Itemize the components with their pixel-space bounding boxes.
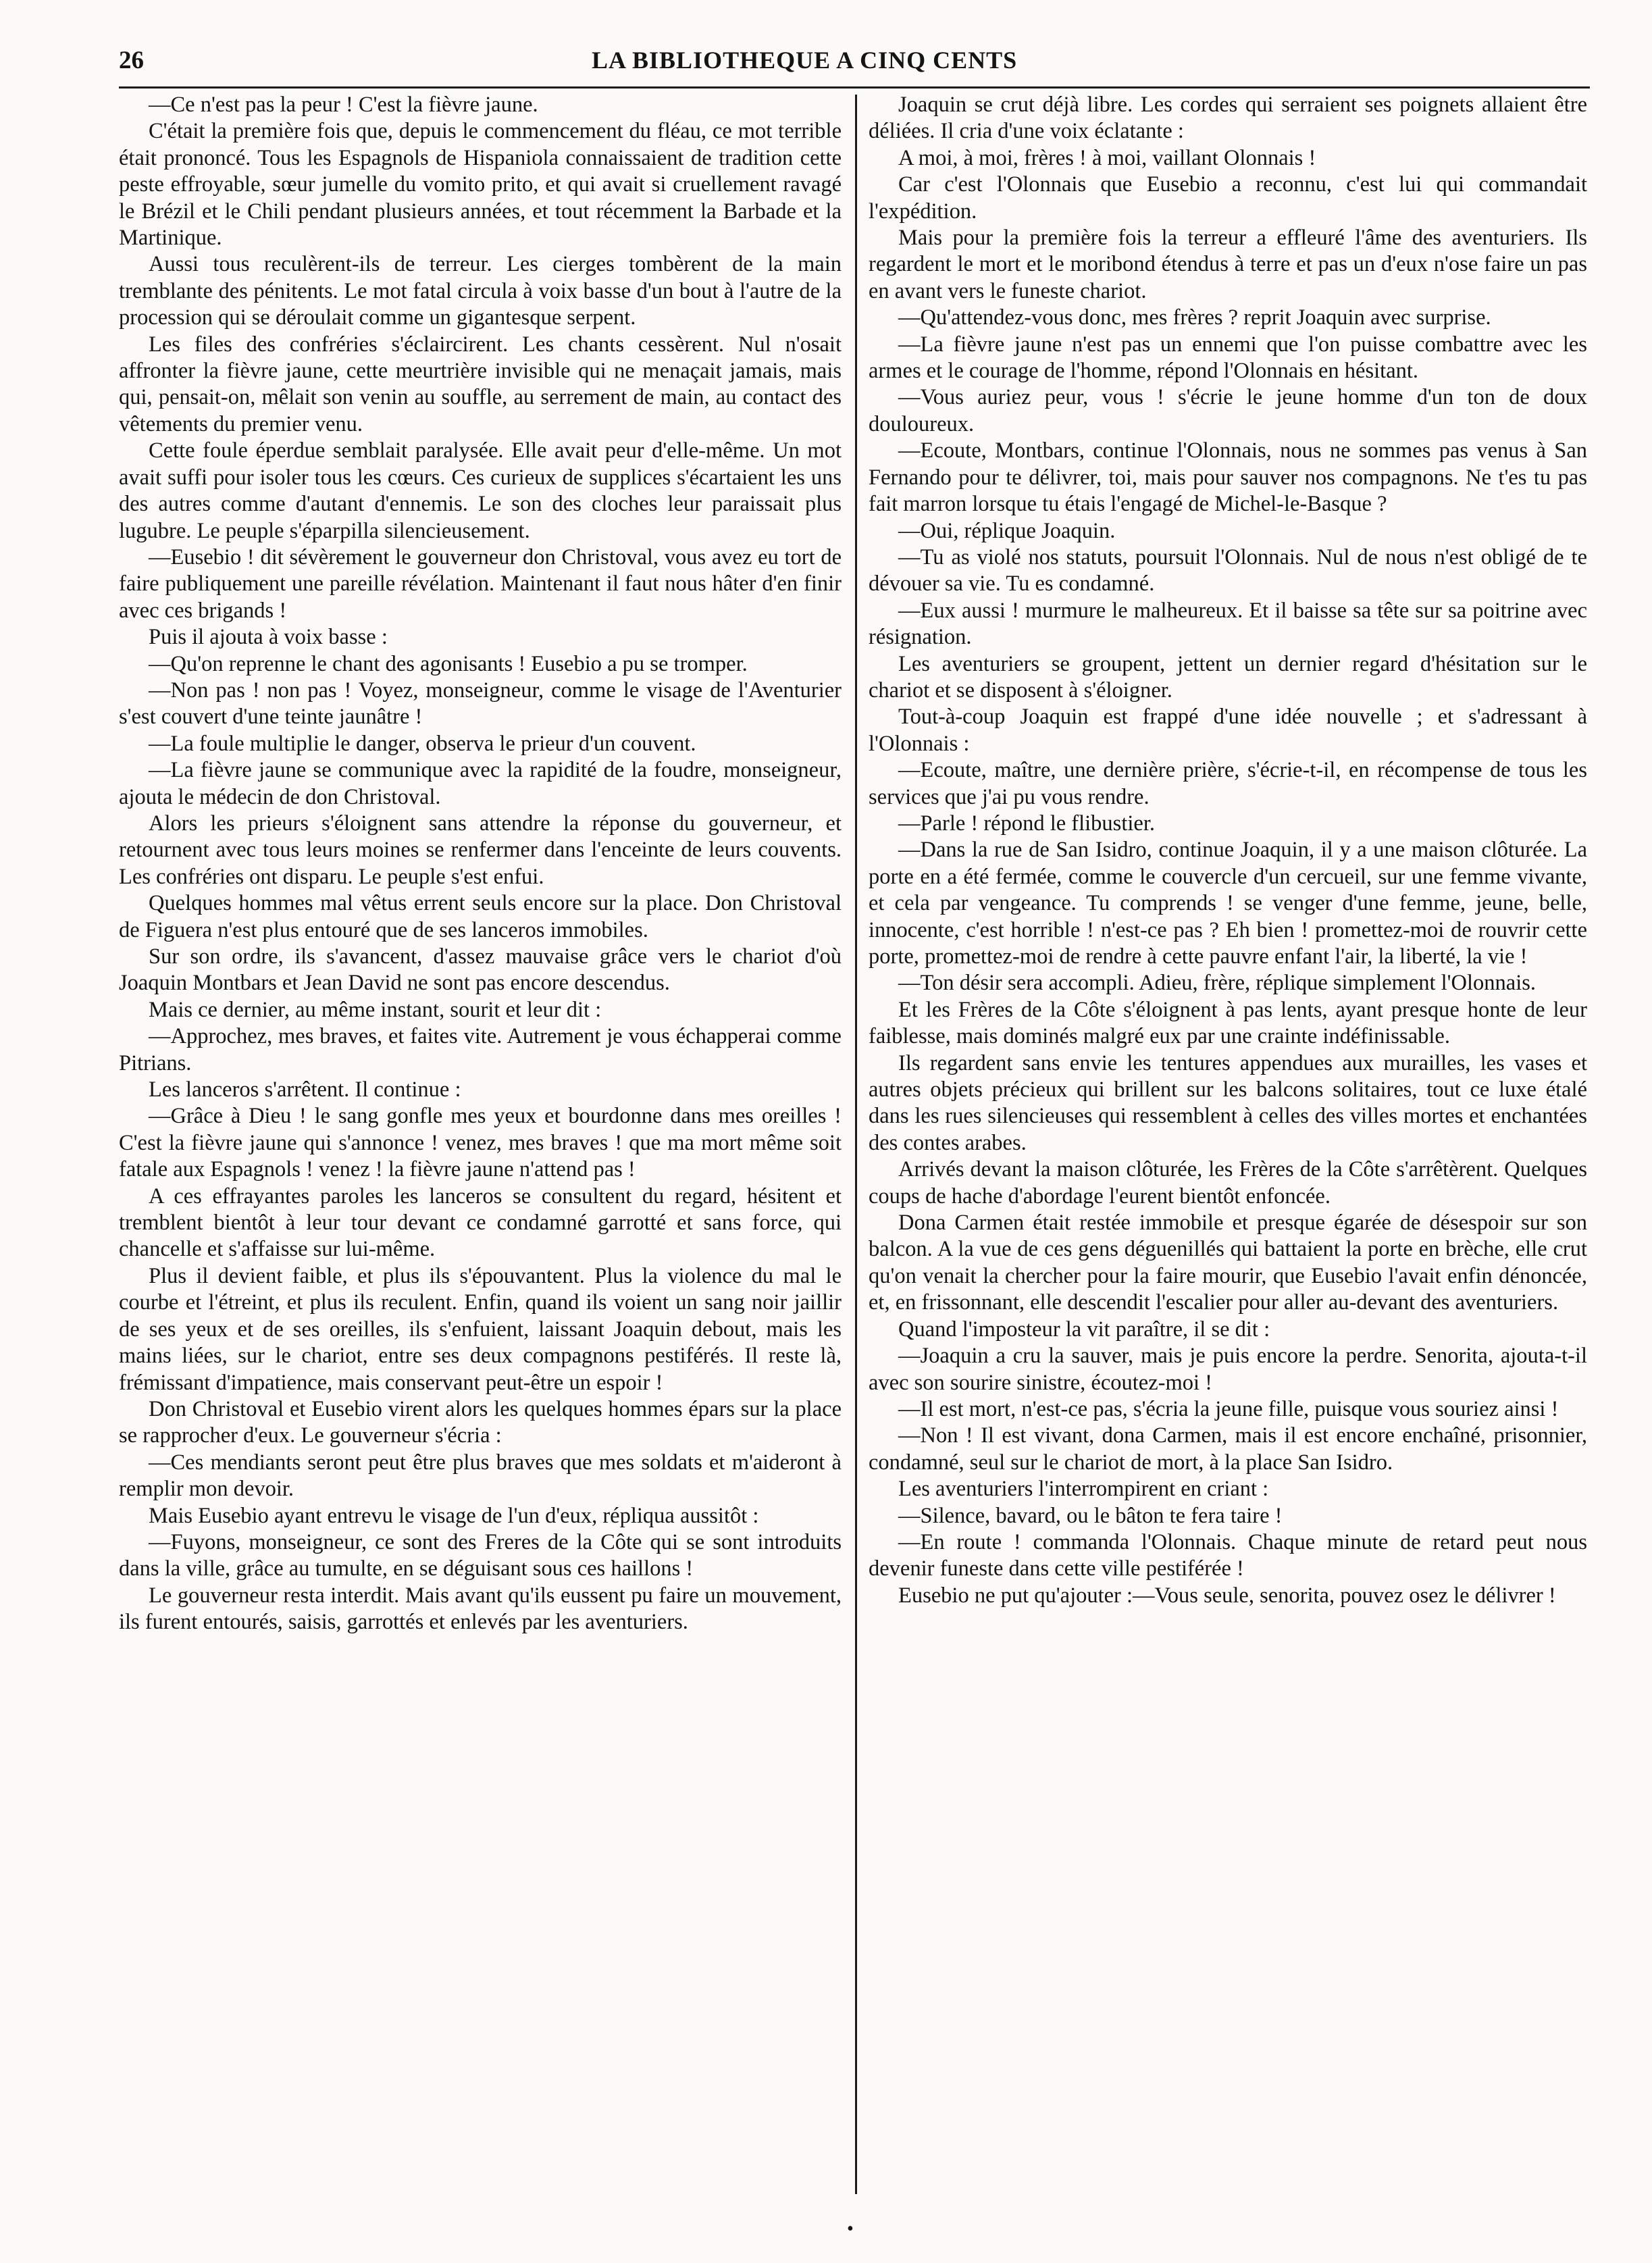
page-header [119,46,1590,86]
footer-dot: • [847,2218,854,2239]
header-rule [119,86,1590,88]
paragraph: Car c'est l'Olonnais que Eusebio a reconnu, c'est lui qui commandait l'expédition. [869,172,1587,224]
paragraph: Joaquin se crut déjà libre. Les cordes qui serraient ses poignets allaient être déliées. Il cria d'une voix éclatante : [869,93,1587,144]
paragraph: Et les Frères de la Côte s'éloignent à pas lents, ayant presque honte de leur faiblesse, mais dominés malgré eux par une crainte indéfinissable. [869,997,1587,1049]
paragraph: —Fuyons, monseigneur, ce sont des Freres de la Côte qui se sont introduits dans la ville, grâce au tumulte, en se déguisant sous ces haillons ! [119,1529,842,1581]
paragraph: Sur son ordre, ils s'avancent, d'assez mauvaise grâce vers le chariot d'où Joaquin Montbars et Jean David ne sont pas encore descendus. [119,944,842,996]
paragraph: —Qu'attendez-vous donc, mes frères ? reprit Joaquin avec surprise. [898,305,1491,330]
paragraph: Plus il devient faible, et plus ils s'épouvantent. Plus la violence du mal le courbe et l'étreint, et plus ils reculent. Enfin, quand ils voient un sang noir jaillir de ses yeux et de ses oreilles, ils s'enfuient, laissant Joaquin debout, mais les mains liées, sur le chariot, entre ses deux compagnons pestiférés. Il reste là, frémissant d'impatience, mais conservant peut-être un espoir ! [119,1263,842,1395]
paragraph: —Non ! Il est vivant, dona Carmen, mais il est encore enchaîné, prisonnier, condamné, seul sur le chariot de mort, à la place San Isidro. [869,1423,1587,1475]
page-number: 26 [119,47,144,74]
paragraph: Eusebio ne put qu'ajouter :—Vous seule, senorita, pouvez osez le délivrer ! [898,1583,1556,1608]
paragraph: A moi, à moi, frères ! à moi, vaillant Olonnais ! [898,145,1316,170]
paragraph: —Grâce à Dieu ! le sang gonfle mes yeux et bourdonne dans mes oreilles ! C'est la fièvre jaune qui s'annonce ! venez, mes braves ! que ma mort même soit fatale aux Espagnols ! venez ! la fièvre jaune n'attend pas ! [119,1104,842,1182]
paragraph: —Joaquin a cru la sauver, mais je puis encore la perdre. Senorita, ajouta-t-il avec son sourire sinistre, écoutez-moi ! [869,1344,1587,1395]
paragraph: Mais Eusebio ayant entrevu le visage de l'un d'eux, répliqua aussitôt : [149,1503,759,1528]
paragraph: Arrivés devant la maison clôturée, les Frères de la Côte s'arrêtèrent. Quelques coups de hache d'abordage l'eurent bientôt enfoncée. [869,1157,1587,1209]
paragraph: —Vous auriez peur, vous ! s'écrie le jeune homme d'un ton de doux douloureux. [869,385,1587,436]
paragraph: —La foule multiplie le danger, observa le prieur d'un couvent. [149,731,696,756]
paragraph: —Ecoute, Montbars, continue l'Olonnais, nous ne sommes pas venus à San Fernando pour te délivrer, toi, mais pour sauver nos compagnons. Ne t'es tu pas fait marron lorsque tu étais l'engagé de Michel-le-Basque ? [869,438,1587,517]
left-column [119,92,842,2193]
paragraph: Cette foule éperdue semblait paralysée. Elle avait peur d'elle-même. Un mot avait suffi pour isoler tous les cœurs. Ces curieux de supplices s'écartaient les uns des autres comme d'autant d'ennemis. Le son des cloches leur paraissait plus lugubre. Le peuple s'éparpilla silencieusement. [119,438,842,543]
paragraph: —Ce n'est pas la peur ! C'est la fièvre jaune. [149,93,538,117]
paragraph: —Non pas ! non pas ! Voyez, monseigneur, comme le visage de l'Aventurier s'est couvert d'une teinte jaunâtre ! [119,678,842,730]
paragraph: —Ces mendiants seront peut être plus braves que mes soldats et m'aideront à remplir mon devoir. [119,1450,842,1502]
paragraph: Les aventuriers se groupent, jettent un dernier regard d'hésitation sur le chariot et se disposent à s'éloigner. [869,651,1587,703]
paragraph: Alors les prieurs s'éloignent sans attendre la réponse du gouverneur, et retournent avec tous leurs moines se renfermer dans l'enceinte de leurs couvents. Les confréries ont disparu. Le peuple s'est enfui. [119,811,842,889]
paragraph: —Dans la rue de San Isidro, continue Joaquin, il y a une maison clôturée. La porte en a été fermée, comme le couvercle d'un cercueil, sur une femme vivante, et cela par vengeance. Tu comprends ! se venger d'une femme, jeune, belle, innocente, c'est horrible ! n'est-ce pas ? Eh bien ! promettez-moi de rouvrir cette porte, promettez-moi de rendre à cette pauvre enfant l'air, la liberté, la vie ! [869,838,1587,969]
paragraph: Aussi tous reculèrent-ils de terreur. Les cierges tombèrent de la main tremblante des pénitents. Le mot fatal circula à voix basse d'un bout à l'autre de la procession qui se déroulait comme un gigantesque serpent. [119,252,842,330]
paragraph: —Eux aussi ! murmure le malheureux. Et il baisse sa tête sur sa poitrine avec résignation. [869,598,1587,650]
paragraph: —Approchez, mes braves, et faites vite. Autrement je vous échapperai comme Pitrians. [119,1024,842,1075]
paragraph: —En route ! commanda l'Olonnais. Chaque minute de retard peut nous devenir funeste dans cette ville pestiférée ! [869,1529,1587,1581]
paragraph: —Ecoute, maître, une dernière prière, s'écrie-t-il, en récompense de tous les services que j'ai pu vous rendre. [869,758,1587,809]
paragraph: Mais pour la première fois la terreur a effleuré l'âme des aventuriers. Ils regardent le mort et le moribond étendus à terre et pas un d'eux n'ose faire un pas en avant vers le funeste chariot. [869,226,1587,303]
paragraph: Puis il ajouta à voix basse : [149,625,388,650]
paragraph: Don Christoval et Eusebio virent alors les quelques hommes épars sur la place se rapprocher d'eux. Le gouverneur s'écria : [119,1396,842,1448]
paragraph: Le gouverneur resta interdit. Mais avant qu'ils eussent pu faire un mouvement, ils furent entourés, saisis, garrottés et enlevés par les aventuriers. [119,1583,842,1635]
paragraph: Dona Carmen était restée immobile et presque égarée de désespoir sur son balcon. A la vue de ces gens déguenillés qui battaient la porte en brèche, elle crut qu'on venait la chercher pour la faire mourir, que Eusebio l'avait enfin dénoncée, et, en frissonnant, elle descendit l'escalier pour aller au-devant des aventuriers. [869,1211,1587,1315]
right-column [869,92,1587,2193]
paragraph: —Ton désir sera accompli. Adieu, frère, réplique simplement l'Olonnais. [898,971,1537,996]
paragraph: —Il est mort, n'est-ce pas, s'écria la jeune fille, puisque vous souriez ainsi ! [898,1396,1559,1421]
paragraph: —Parle ! répond le flibustier. [898,811,1155,836]
paragraph: —Tu as violé nos statuts, poursuit l'Olonnais. Nul de nous n'est obligé de te dévouer sa vie. Tu es condamné. [869,544,1587,596]
paragraph: —Silence, bavard, ou le bâton te fera taire ! [898,1503,1283,1528]
paragraph: Mais ce dernier, au même instant, sourit et leur dit : [149,997,602,1022]
paragraph: Ils regardent sans envie les tentures appendues aux murailles, les vases et autres objets précieux qui brillent sur les balcons solitaires, tout ce luxe étalé dans les rues silencieuses qui ressemblent à celles des villes mortes et enchantées des contes arabes. [869,1050,1587,1155]
paragraph: Quelques hommes mal vêtus errent seuls encore sur la place. Don Christoval de Figuera n'est plus entouré que de ses lanceros immobiles. [119,891,842,942]
paragraph: C'était la première fois que, depuis le commencement du fléau, ce mot terrible était prononcé. Tous les Espagnols de Hispaniola connaissaient de tradition cette peste effroyable, sœur jumelle du vomito prito, et qui avait si cruellement ravagé le Brézil et le Chili pendant plusieurs années, et tout récemment la Barbade et la Martinique. [119,119,842,251]
paragraph: Les files des confréries s'éclaircirent. Les chants cessèrent. Nul n'osait affronter la fièvre jaune, cette meurtrière invisible qui ne menaçait jamais, mais qui, pensait-on, mêlait son venin au souffle, au serrement de main, au contact des vêtements du premier venu. [119,332,842,436]
paragraph: —Eusebio ! dit sévèrement le gouverneur don Christoval, vous avez eu tort de faire publiquement une pareille révélation. Maintenant il faut nous hâter d'en finir avec ces brigands ! [119,544,842,623]
paragraph: Les aventuriers l'interrompirent en criant : [898,1477,1269,1502]
paragraph: —La fièvre jaune n'est pas un ennemi que l'on puisse combattre avec les armes et le courage de l'homme, répond l'Olonnais en hésitant. [869,332,1587,384]
paragraph: —La fièvre jaune se communique avec la rapidité de la foudre, monseigneur, ajouta le médecin de don Christoval. [119,758,842,809]
paragraph: —Oui, réplique Joaquin. [898,518,1116,543]
running-title: LA BIBLIOTHEQUE A CINQ CENTS [592,47,1018,74]
paragraph: Tout-à-coup Joaquin est frappé d'une idée nouvelle ; et s'adressant à l'Olonnais : [869,705,1587,756]
paragraph: —Qu'on reprenne le chant des agonisants ! Eusebio a pu se tromper. [149,651,748,676]
column-divider [855,95,857,2194]
paragraph: Les lanceros s'arrêtent. Il continue : [149,1077,461,1102]
paragraph: Quand l'imposteur la vit paraître, il se dit : [898,1317,1270,1342]
paragraph: A ces effrayantes paroles les lanceros se consultent du regard, hésitent et tremblent bientôt à leur tour devant ce condamné garrotté et sans force, qui chancelle et s'affaisse sur lui-même. [119,1184,842,1262]
